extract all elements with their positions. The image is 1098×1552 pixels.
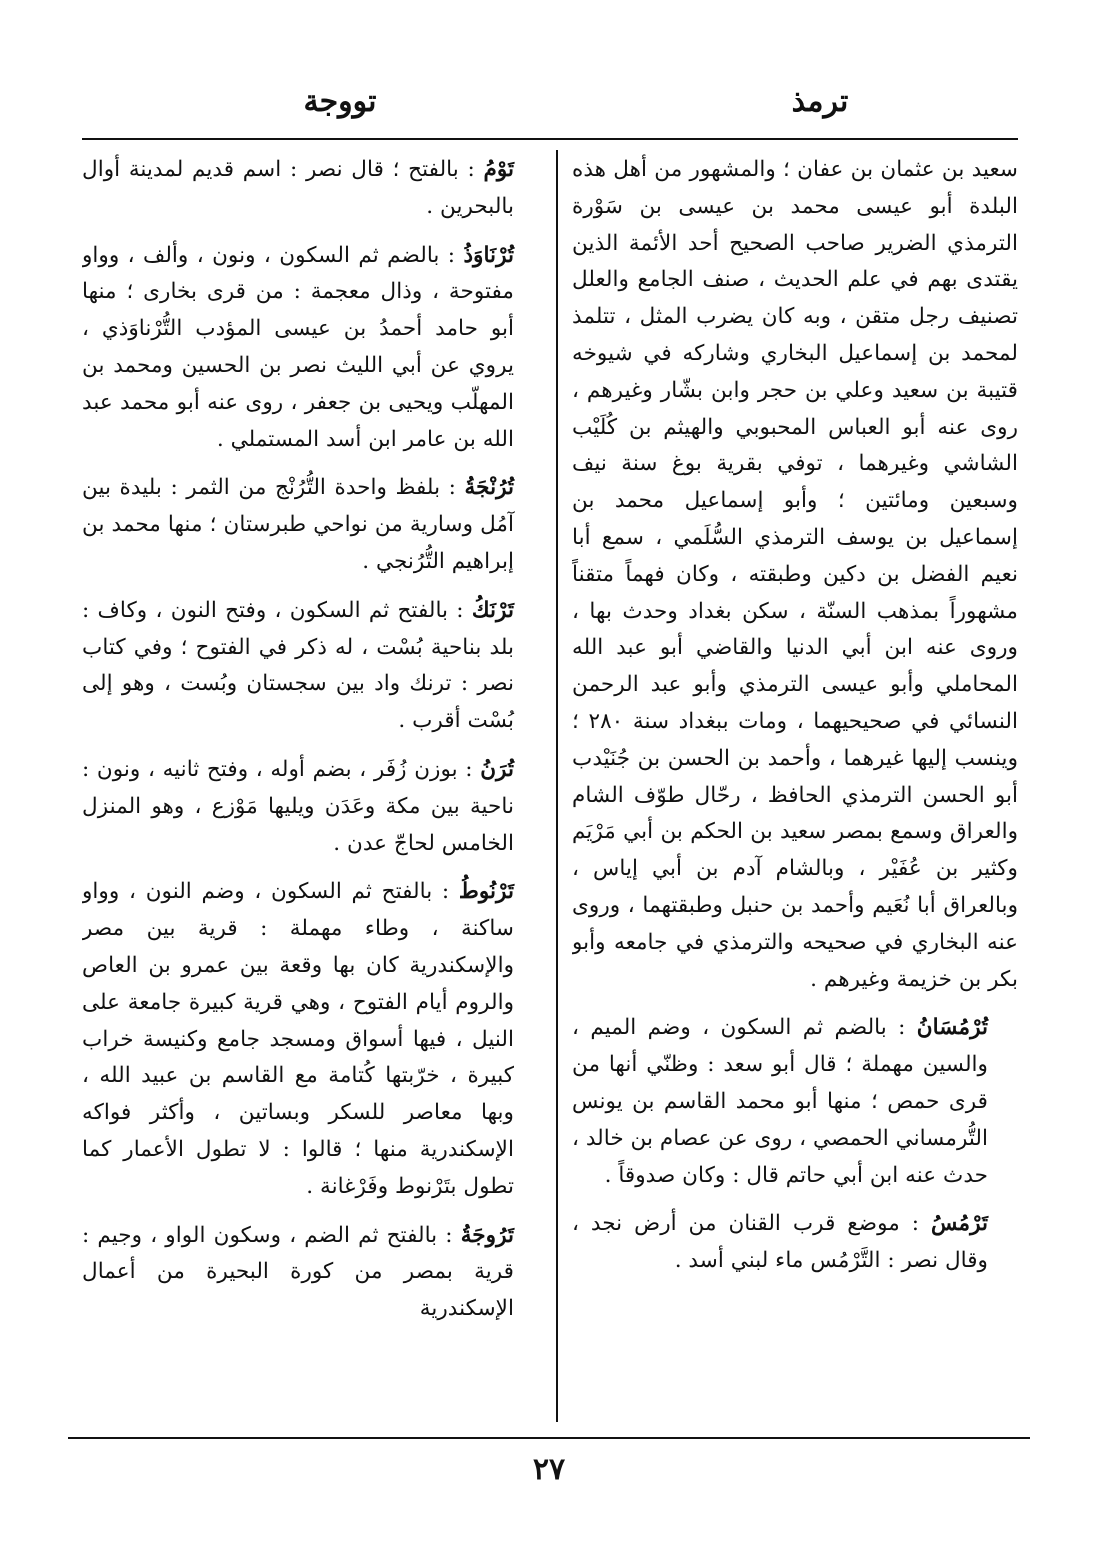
- entry-headword: تَرْنَكُ: [471, 597, 514, 623]
- entry-turnawadh: [82, 238, 544, 459]
- entry-text: : بالفتح ثم السكون ، وضم النون ، وواو ساكنة ، وطاء مهملة : قرية بين مصر والإسكندرية كان بها وقعة بين عمرو بن العاص والروم أيام الفتوح ، وهي قرية كبيرة جامعة على النيل ، فيها أسواق ومسجد جامع وكنيسة خراب كبيرة ، خرّبتها كُتامة مع القاسم بن عبيد الله ، وبها معاصر للسكر وبساتين ، وأكثر فواكه الإسكندرية منها ؛ قالوا : لا تطول الأعمار كما تطول بتَرْنوط وفَرْغانة .: [82, 879, 514, 1199]
- continuation-text: سعيد بن عثمان بن عفان ؛ والمشهور من أهل هذه البلدة أبو عيسى محمد بن عيسى بن سَوْرة الترمذي الضرير صاحب الصحيح أحد الأئمة الذين يقتدى بهم في علم الحديث ، صنف الجامع والعلل تصنيف رجل متقن ، وبه كان يضرب المثل ، تتلمذ لمحمد بن إسماعيل البخاري وشاركه في شيوخه قتيبة بن سعيد وعلي بن حجر وابن بشّار وغيرهم ، روى عنه أبو العباس المحبوبي والهيثم بن كُلَيْب الشاشي وغيرهما ، توفي بقرية بوغ سنة نيف وسبعين ومائتين ؛ وأبو إسماعيل محمد بن إسماعيل بن يوسف الترمذي السُّلَمي ، سمع أبا نعيم الفضل بن دكين وطبقته ، وكان فهماً متقناً مشهوراً بمذهب السنّة ، سكن بغداد وحدث بها ، وروى عنه ابن أبي الدنيا والقاضي أبو عبد الله المحاملي وأبو عيسى الترمذي وأبو عبد الرحمن النسائي في صحيحيهما ، ومات ببغداد سنة ٢٨٠ ؛ وينسب إليها غيرهما ، وأحمد بن الحسن بن جُنَيْدب أبو الحسن الترمذي الحافظ ، رحّال طوّف الشام والعراق وسمع بمصر سعيد بن الحكم بن أبي مَرْيَم وكثير بن عُفَيْر ، وبالشام آدم بن أبي إياس ، وبالعراق أبا نُعَيم وأحمد بن حنبل وطبقتهما ، وروى عنه البخاري في صحيحه والترمذي في جامعه وأبو بكر بن خزيمة وغيرهم .: [572, 157, 1018, 992]
- entry-tarnak: [82, 593, 544, 740]
- entry-text: : بالفتح ثم السكون ، وفتح النون ، وكاف : بلد بناحية بُسْت ، له ذكر في الفتوح ؛ وفي كتاب نصر : ترنك واد بين سجستان وبُست ، وهو إلى بُسْت أقرب .: [82, 597, 514, 734]
- page-number: ٢٧: [532, 1452, 566, 1487]
- entry-headword: تُرَنُ: [480, 756, 514, 782]
- entry-text: : بوزن زُفَر ، بضم أوله ، وفتح ثانيه ، ونون : ناحية بين مكة وعَدَن ويليها مَوْزع ، وهو المنزل الخامس لحاجّ عدن .: [82, 756, 514, 856]
- footer-rule: [68, 1437, 1030, 1439]
- entry-headword: تَرُوجَةُ: [460, 1222, 514, 1248]
- entry-headword: تُرْمُسَانُ: [916, 1015, 988, 1041]
- entry-headword: تُرُنْجَةُ: [464, 475, 514, 501]
- entry-tarnut: [82, 874, 544, 1205]
- right-column: [572, 152, 1018, 1430]
- entry-headword: تَرْمُسُ: [930, 1211, 988, 1237]
- running-head-right: ترمذ: [791, 84, 849, 119]
- entry-turmusan: [572, 1010, 1018, 1194]
- entry-turunja: [82, 470, 544, 580]
- header-rule: [82, 138, 1018, 140]
- entry-headword: تُرْنَاوَذُ: [463, 242, 514, 268]
- left-column: [82, 152, 544, 1430]
- continuation-entry: [572, 152, 1018, 998]
- entry-text: : بلفظ واحدة التُّرُنْج من الثمر : بليدة بين آمُل وسارية من نواحي طبرستان ؛ منها محمد بن إبراهيم التُّرُنجي .: [82, 475, 514, 574]
- entry-headword: تَوْمُ: [483, 157, 514, 182]
- entry-text: : بالضم ثم السكون ، ونون ، وألف ، وواو مفتوحة ، وذال معجمة : من قرى بخارى ؛ منها أبو حامد أحمدُ بن عيسى المؤدب التُّرْناوَذي ، يروي عن أبي الليث نصر بن الحسين ومحمد بن المهلّب ويحيى بن جعفر ، روى عنه أبو محمد عبد الله بن عامر ابن أسد المستملي .: [82, 242, 514, 452]
- entry-tarmus: [572, 1206, 1018, 1280]
- running-head-left: تووجة: [303, 84, 377, 119]
- entry-taruja: [82, 1218, 544, 1328]
- entry-headword: تَرْنُوطُ: [458, 879, 514, 905]
- entry-text: : بالضم ثم السكون ، وضم الميم ، والسين مهملة ؛ قال أبو سعد : وظنّي أنها من قرى حمص ؛ منها أبو محمد القاسم بن يونس التُّرمساني الحمصي ، روى عن عصام بن خالد ، حدث عنه ابن أبي حاتم قال : وكان صدوقاً .: [572, 1015, 988, 1188]
- column-divider: [556, 150, 558, 1422]
- entry-turan: [82, 752, 544, 862]
- entry-text: : بالفتح ؛ قال نصر : اسم قديم لمدينة أوال بالبحرين .: [82, 157, 514, 219]
- entry-text: : موضع قرب القنان من أرض نجد ، وقال نصر : التَّرْمُس ماء لبني أسد .: [572, 1211, 988, 1274]
- entry-text: : بالفتح ثم الضم ، وسكون الواو ، وجيم : قرية بمصر من كورة البحيرة من أعمال الإسكندرية: [82, 1222, 514, 1322]
- entry-tawm: [82, 152, 544, 226]
